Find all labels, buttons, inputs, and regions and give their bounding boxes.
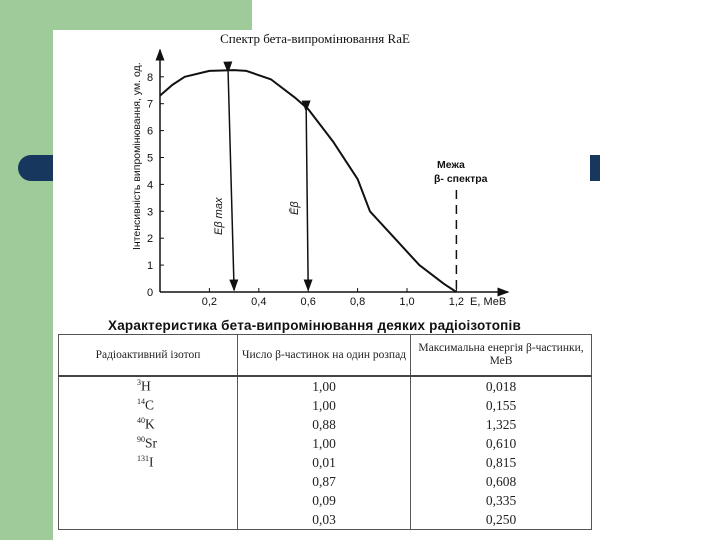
x-tick-label: 0,8	[349, 296, 366, 308]
energy-cell: 0,250	[411, 510, 592, 530]
y-axis-label: Інтенсивність випромінювання, ум. од.	[131, 62, 143, 250]
y-tick-label: 8	[146, 71, 154, 84]
table-row	[59, 434, 592, 453]
energy-cell: 0,815	[411, 453, 592, 472]
y-tick-label: 5	[146, 152, 154, 165]
isotope-cell: $^3$H	[137, 378, 151, 394]
table-row	[59, 510, 592, 530]
y-tick-label: 1	[146, 260, 154, 273]
energy-cell: 0,018	[411, 376, 592, 396]
table-row	[59, 415, 592, 434]
particles-cell: 1,00	[238, 376, 411, 396]
emax-arrow	[228, 72, 234, 290]
header-particles: Число β-частинок на один розпад	[238, 335, 411, 377]
isotope-cell	[59, 472, 238, 491]
particles-cell: 0,88	[238, 415, 411, 434]
energy-cell: 0,608	[411, 472, 592, 491]
y-tick-label: 0	[146, 287, 154, 299]
x-tick-label: 1,2	[448, 296, 465, 308]
isotope-cell: $^{131}$I	[137, 454, 154, 470]
isotope-cell: $^{14}$C	[137, 397, 155, 413]
energy-cell: 0,155	[411, 396, 592, 415]
particles-cell: 1,00	[238, 434, 411, 453]
isotope-cell	[59, 491, 238, 510]
x-tick-label: 0,4	[251, 296, 267, 308]
table-row	[59, 491, 592, 510]
y-tick-label: 7	[146, 98, 154, 111]
emax-label: Eβ max	[213, 197, 225, 235]
table-title: Характеристика бета-випромінювання деяких радіоізотопів	[108, 318, 521, 333]
particles-cell: 0,01	[238, 453, 411, 472]
header-energy: Максимальна енергія β-частинки, МеВ	[411, 335, 592, 377]
energy-cell: 0,610	[411, 434, 592, 453]
isotope-cell: $^{40}$K	[137, 416, 155, 432]
table-row	[59, 453, 592, 472]
y-tick-label: 2	[146, 233, 154, 246]
particles-cell: 1,00	[238, 396, 411, 415]
isotope-cell: $^{90}$Sr	[137, 435, 158, 451]
emean-arrow	[306, 111, 308, 290]
emean-label: Ēβ	[289, 201, 301, 215]
table-row	[59, 376, 592, 396]
particles-cell: 0,03	[238, 510, 411, 530]
x-tick-label: 1,0	[399, 296, 415, 308]
energy-cell: 0,335	[411, 491, 592, 510]
limit-label-2: β- спектра	[434, 173, 488, 185]
x-axis-label: E, МеВ	[470, 296, 507, 308]
table-row	[59, 396, 592, 415]
x-tick-label: 0,6	[300, 296, 316, 308]
y-tick-label: 4	[146, 179, 154, 192]
table-row	[59, 472, 592, 491]
isotope-cell	[59, 510, 238, 530]
chart-title: Спектр бета-випромінювання RaE	[220, 31, 410, 46]
y-tick-label: 3	[146, 206, 154, 219]
limit-label: Межа	[437, 159, 465, 171]
particles-cell: 0,87	[238, 472, 411, 491]
isotope-table	[58, 334, 592, 530]
y-tick-label: 6	[146, 125, 154, 138]
header-isotope: Радіоактивний ізотоп	[59, 335, 238, 377]
energy-cell: 1,325	[411, 415, 592, 434]
particles-cell: 0,09	[238, 491, 411, 510]
x-tick-label: 0,2	[201, 296, 218, 308]
